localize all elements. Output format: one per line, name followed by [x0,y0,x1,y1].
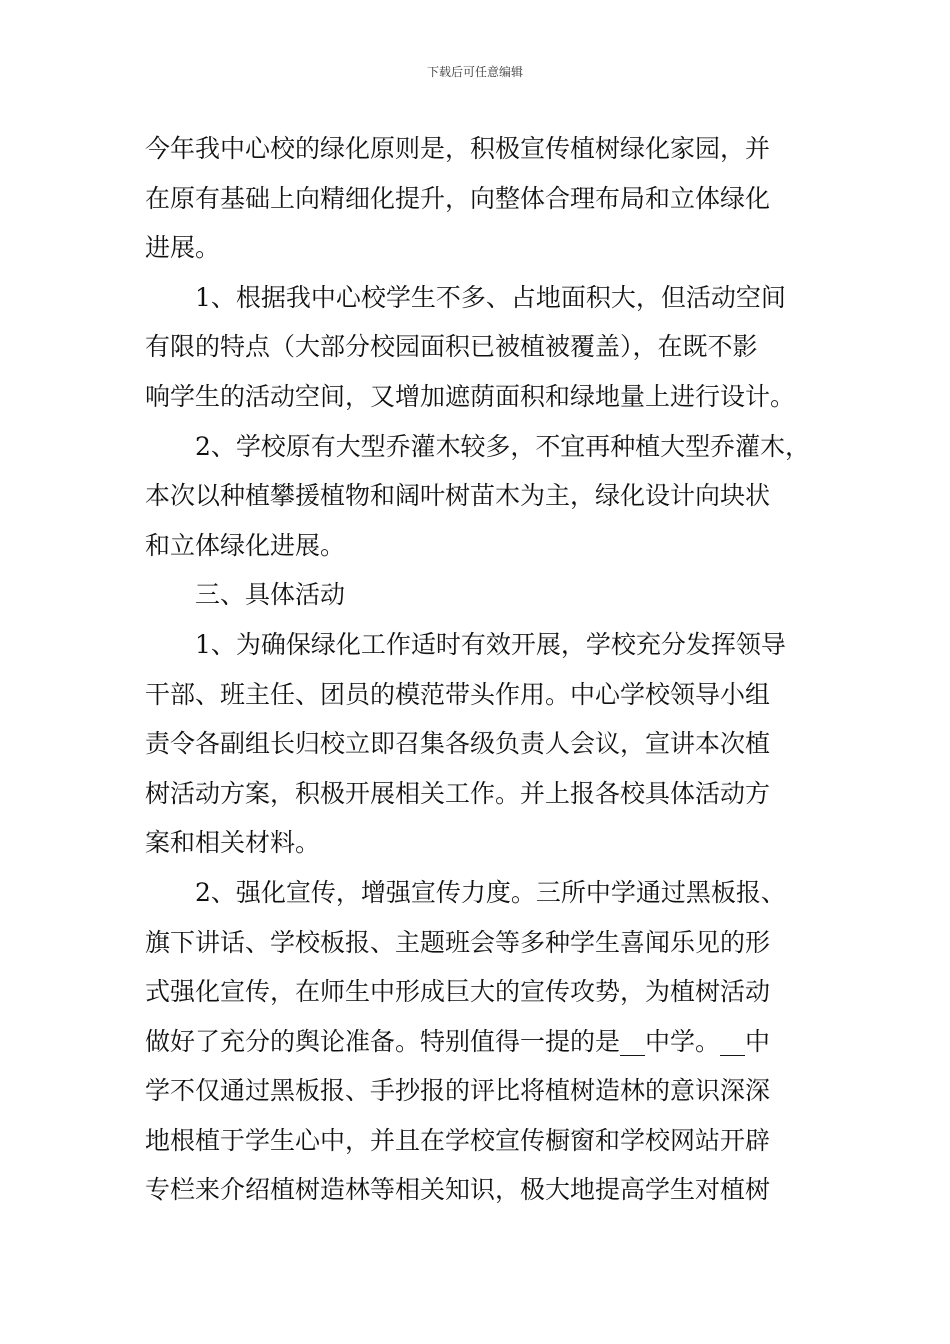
text-line: 式强化宣传，在师生中形成巨大的宣传攻势，为植树活动 [145,977,771,1007]
text-line: 2、学校原有大型乔灌木较多，不宜再种植大型乔灌木， [195,431,810,461]
text-line: 和立体绿化进展。 [145,530,346,560]
text-line: 今年我中心校的绿化原则是，积极宣传植树绿化家园，并 [145,134,771,163]
document-body [145,124,810,1215]
page-header: 下载后可任意编辑 [426,65,523,79]
text-line: 1、根据我中心校学生不多、占地面积大，但活动空间 [195,282,786,312]
text-line: 树活动方案，积极开展相关工作。并上报各校具体活动方 [145,778,771,808]
text-line: 进展。 [145,233,221,263]
text-line: 地根植于学生心中，并且在学校宣传橱窗和学校网站开辟 [145,1125,771,1155]
text-line: 旗下讲话、学校板报、主题班会等多种学生喜闻乐见的形 [145,927,771,957]
text-line: 1、为确保绿化工作适时有效开展，学校充分发挥领导 [195,629,786,659]
text-line: 责令各副组长归校立即召集各级负责人会议，宣讲本次植 [145,729,771,759]
text-line: 专栏来介绍植树造林等相关知识，极大地提高学生对植树 [145,1175,771,1205]
text-line: 在原有基础上向精细化提升，向整体合理布局和立体绿化 [145,183,771,213]
text-line: 三、具体活动 [195,580,346,610]
text-line: 做好了充分的舆论准备。特别值得一提的是__中学。__中 [145,1026,771,1056]
text-line: 本次以种植攀援植物和阔叶树苗木为主，绿化设计向块状 [145,481,771,511]
text-line: 学不仅通过黑板报、手抄报的评比将植树造林的意识深深 [145,1076,771,1106]
text-line: 干部、班主任、团员的模范带头作用。中心学校领导小组 [145,679,771,709]
text-line: 2、强化宣传，增强宣传力度。三所中学通过黑板报、 [195,877,786,907]
text-line: 案和相关材料。 [145,828,321,858]
text-line: 响学生的活动空间，又增加遮荫面积和绿地量上进行设计。 [145,381,796,411]
text-line: 有限的特点（大部分校园面积已被植被覆盖），在既不影 [145,332,758,362]
